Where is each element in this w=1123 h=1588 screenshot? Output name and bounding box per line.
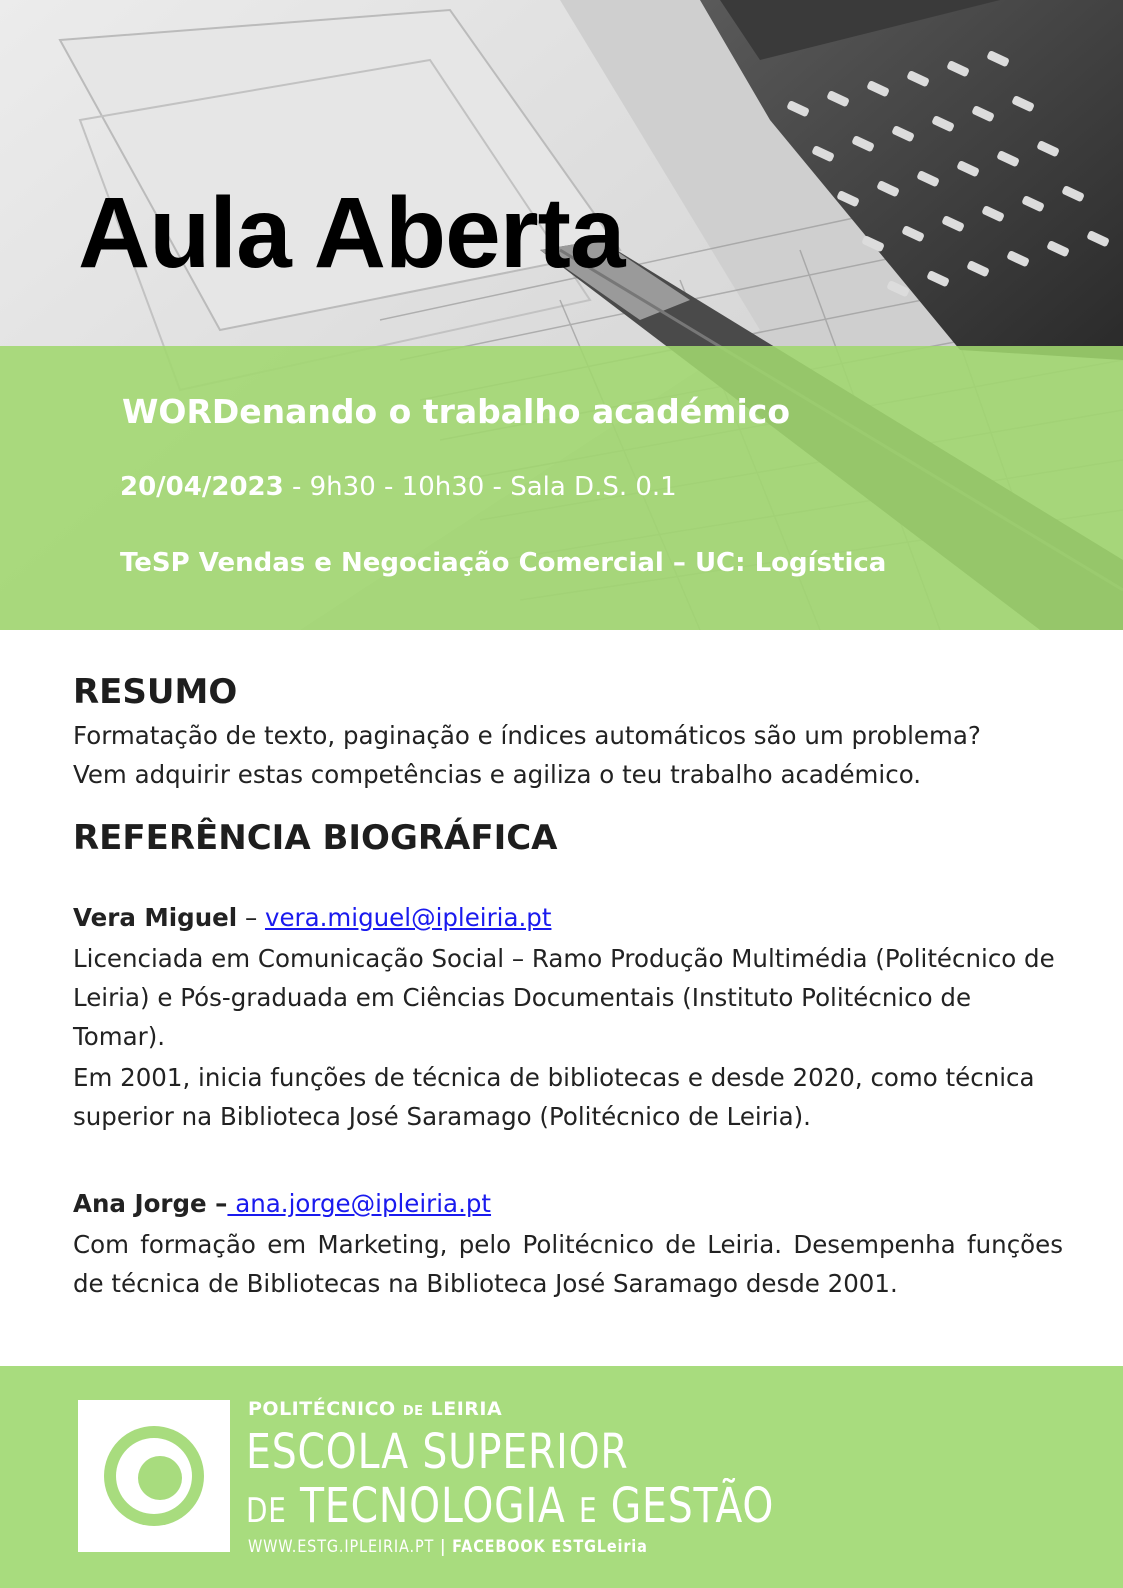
bio-person-1-education: Licenciada em Comunicação Social – Ramo Produção Multimédia (Politécnico de Leiria) e Pós-graduada em Ciências Documentais (Instituto Politécnico de Tomar).	[73, 944, 1055, 1051]
school-e: E	[578, 1491, 598, 1531]
school-tecnologia: TECNOLOGIA	[286, 1478, 579, 1534]
institution-name	[248, 1398, 502, 1420]
school-de: DE	[246, 1491, 287, 1531]
resumo-line-2: Vem adquirir estas competências e agiliza o teu trabalho académico.	[73, 760, 922, 789]
bio-person-1-header	[73, 898, 1063, 937]
institution-part-1: POLITÉCNICO	[248, 1398, 403, 1420]
institution-de: DE	[402, 1404, 424, 1419]
eye-logo-icon	[78, 1400, 230, 1552]
bio-person-1-email-link[interactable]: vera.miguel@ipleiria.pt	[264, 903, 552, 932]
resumo-line-1: Formatação de texto, paginação e índices automáticos são um problema?	[73, 721, 981, 750]
resumo-section	[73, 672, 1063, 794]
event-course: TeSP Vendas e Negociação Comercial – UC: Logística	[120, 548, 887, 578]
page-title: Aula Aberta	[78, 177, 625, 289]
event-time-place: - 9h30 - 10h30 - Sala D.S. 0.1	[283, 472, 677, 502]
event-datetime	[120, 472, 677, 502]
footer-links	[248, 1537, 648, 1557]
bio-person-1-career: Em 2001, inicia funções de técnica de bibliotecas e desde 2020, como técnica superior na Biblioteca José Saramago (Politécnico de Leiria).	[73, 1063, 1035, 1131]
hero-banner	[0, 0, 1123, 630]
school-name-line-2	[246, 1478, 774, 1534]
event-title: WORDenando o trabalho académico	[122, 392, 791, 431]
facebook-link[interactable]: | FACEBOOK ESTGLeiria	[434, 1537, 648, 1557]
bio-person-2-header	[73, 1184, 1063, 1223]
school-gestao: GESTÃO	[597, 1478, 775, 1534]
bio-heading: REFERÊNCIA BIOGRÁFICA	[73, 818, 558, 858]
bio-person-2-email-link[interactable]: ana.jorge@ipleiria.pt	[227, 1189, 492, 1218]
bio-section	[73, 818, 1063, 1303]
bio-person-2-text: Com formação em Marketing, pelo Politécnico de Leiria. Desempenha funções de técnica de Bibliotecas na Biblioteca José Saramago desde 2001.	[73, 1230, 1063, 1298]
school-name-line-1: ESCOLA SUPERIOR	[246, 1424, 629, 1480]
institution-part-2: LEIRIA	[423, 1398, 503, 1420]
estg-logo	[78, 1400, 230, 1552]
event-date: 20/04/2023	[120, 472, 284, 502]
bio-person-2-name: Ana Jorge –	[73, 1189, 228, 1218]
resumo-heading: RESUMO	[73, 672, 238, 712]
website-link[interactable]: WWW.ESTG.IPLEIRIA.PT	[248, 1537, 435, 1557]
bio-person-1-separator: –	[237, 903, 265, 932]
bio-person-1-name: Vera Miguel	[73, 903, 238, 932]
